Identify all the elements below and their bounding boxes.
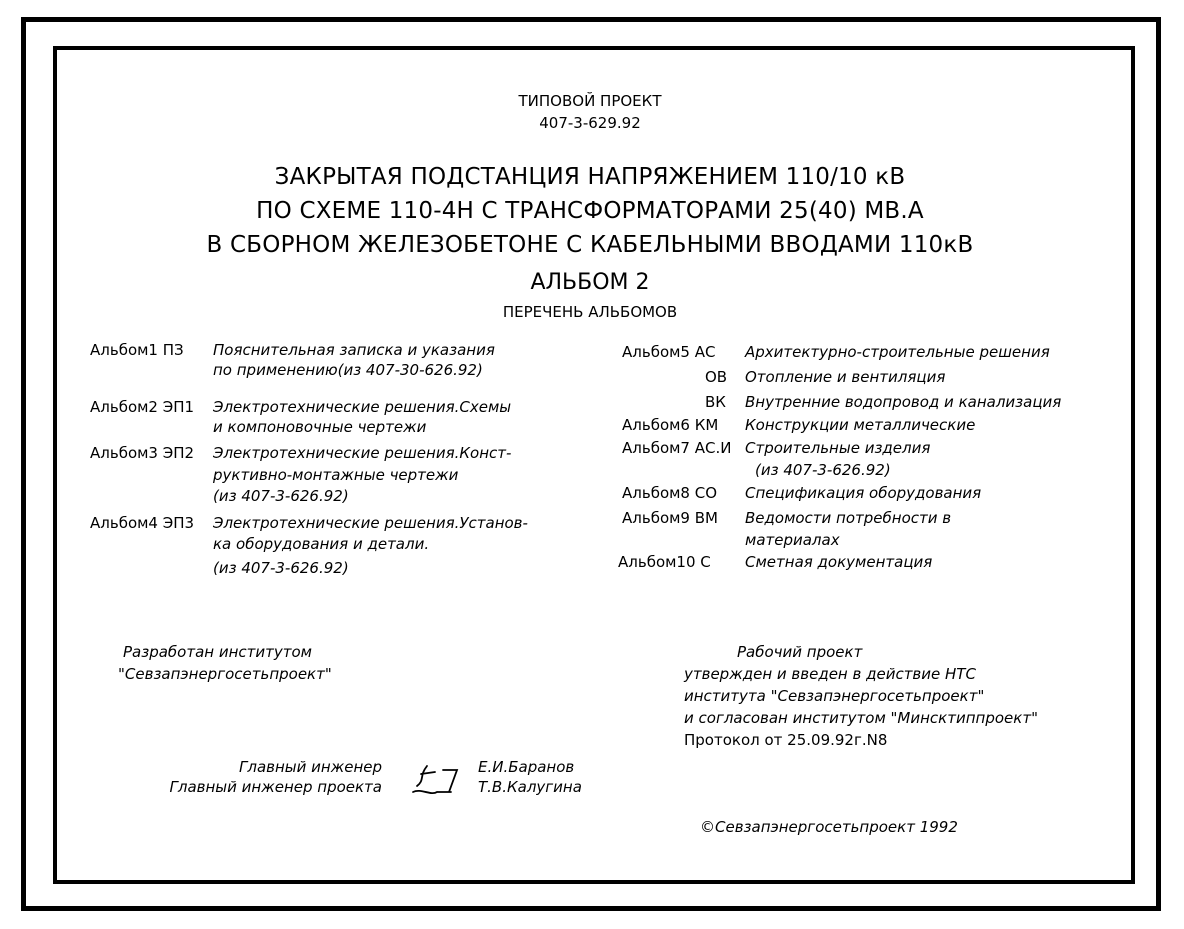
- project-number: 407-3-629.92: [539, 114, 641, 132]
- list-item-desc: (из 407-3-626.92): [213, 487, 349, 505]
- chief-engineer-name: Е.И.Баранов: [478, 758, 575, 776]
- title-line-1: ЗАКРЫТАЯ ПОДСТАНЦИЯ НАПРЯЖЕНИЕМ 110/10 кВ: [274, 164, 906, 190]
- list-item-desc: Внутренние водопровод и канализация: [745, 393, 1062, 411]
- title-line-2: ПО СХЕМЕ 110-4Н С ТРАНСФОРМАТОРАМИ 25(40) МВ.А: [256, 198, 924, 224]
- list-item-code: Альбом6 КМ: [622, 416, 719, 434]
- list-heading: ПЕРЕЧЕНЬ АЛЬБОМОВ: [502, 303, 678, 321]
- list-item-desc: Электротехнические решения.Конст-: [213, 444, 512, 462]
- approval-line-5: Протокол от 25.09.92г.N8: [684, 731, 888, 749]
- list-item-desc: (из 407-3-626.92): [213, 559, 349, 577]
- list-item-desc: Архитектурно-строительные решения: [745, 343, 1050, 361]
- list-item-desc: Электротехнические решения.Схемы: [213, 398, 512, 416]
- list-item-code: Альбом1 ПЗ: [90, 341, 184, 359]
- list-item-desc: ка оборудования и детали.: [213, 535, 430, 553]
- developer-line-2: "Севзапэнергосетьпроект": [118, 665, 332, 683]
- list-item-code: ВК: [705, 393, 726, 411]
- list-item-desc: Сметная документация: [745, 553, 933, 571]
- list-item-code: Альбом7 АС.И: [622, 439, 732, 457]
- list-item-desc: Ведомости потребности в: [745, 509, 952, 527]
- list-item-desc: (из 407-3-626.92): [755, 461, 891, 479]
- list-item-desc: Строительные изделия: [745, 439, 931, 457]
- list-item-desc: Пояснительная записка и указания: [213, 341, 495, 359]
- approval-line-1: Рабочий проект: [737, 643, 863, 661]
- list-item-desc: и компоновочные чертежи: [213, 418, 427, 436]
- handwritten-signature: [407, 762, 465, 800]
- list-item-desc: Спецификация оборудования: [745, 484, 982, 502]
- list-item-code: ОВ: [705, 368, 728, 386]
- approval-line-2: утвержден и введен в действие НТС: [684, 665, 976, 683]
- list-item-desc: Электротехнические решения.Установ-: [213, 514, 528, 532]
- chief-engineer-role: Главный инженер: [239, 758, 382, 776]
- title-line-3: В СБОРНОМ ЖЕЛЕЗОБЕТОНЕ С КАБЕЛЬНЫМИ ВВОДАМИ 110кВ: [206, 232, 974, 258]
- list-item-desc: руктивно-монтажные чертежи: [213, 466, 459, 484]
- copyright-text: ©Севзапэнергосетьпроект 1992: [700, 818, 958, 836]
- type-label: ТИПОВОЙ ПРОЕКТ: [518, 92, 662, 110]
- list-item-desc: по применению(из 407-30-626.92): [213, 361, 483, 379]
- list-item-code: Альбом2 ЭП1: [90, 398, 195, 416]
- list-item-code: Альбом4 ЭП3: [90, 514, 195, 532]
- list-item-desc: Отопление и вентиляция: [745, 368, 946, 386]
- approval-line-4: и согласован институтом "Минсктиппроект": [684, 709, 1038, 727]
- list-item-code: Альбом3 ЭП2: [90, 444, 195, 462]
- list-item-code: Альбом9 ВМ: [622, 509, 718, 527]
- album-title: АЛЬБОМ 2: [530, 270, 650, 295]
- list-item-code: Альбом5 АС: [622, 343, 716, 361]
- approval-line-3: института "Севзапэнергосетьпроект": [684, 687, 985, 705]
- list-item-desc: материалах: [745, 531, 840, 549]
- list-item-code: Альбом10 С: [618, 553, 711, 571]
- chief-project-engineer-name: Т.В.Калугина: [478, 778, 582, 796]
- chief-project-engineer-role: Главный инженер проекта: [169, 778, 382, 796]
- list-item-desc: Конструкции металлические: [745, 416, 976, 434]
- list-item-code: Альбом8 СО: [622, 484, 718, 502]
- developer-line-1: Разработан институтом: [123, 643, 312, 661]
